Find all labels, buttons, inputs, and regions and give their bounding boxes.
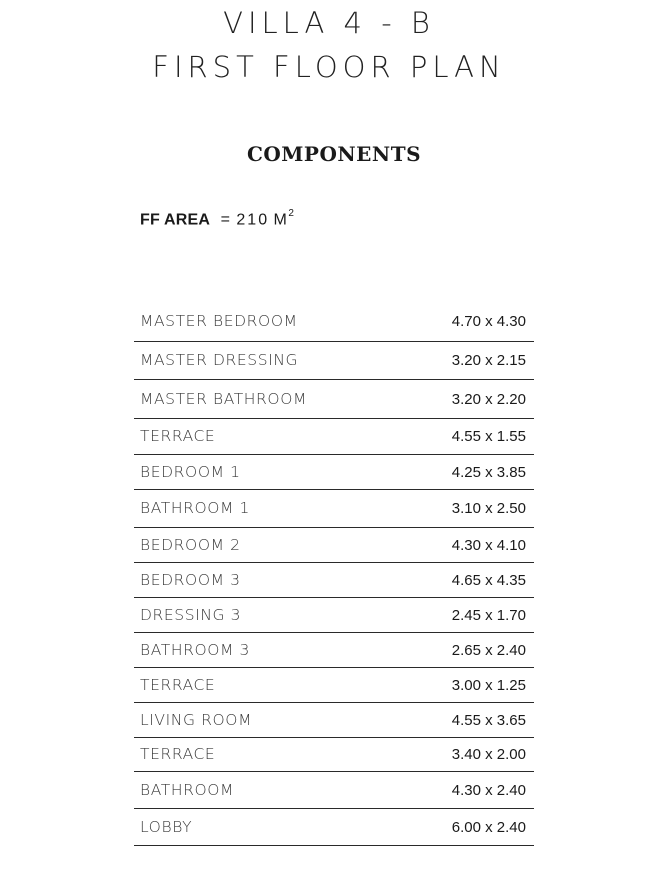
room-dimensions: 4.55 x 1.55: [451, 428, 526, 445]
table-row: [134, 738, 534, 772]
table-row: [134, 490, 534, 528]
table-row: [134, 809, 534, 846]
room-dimensions: 4.65 x 4.35: [451, 572, 526, 589]
room-dimensions: 3.00 x 1.25: [451, 677, 526, 694]
room-dimensions: 4.30 x 2.40: [451, 782, 526, 799]
area-unit-superscript: 2: [288, 208, 294, 219]
room-dimensions: 4.25 x 3.85: [451, 464, 526, 481]
room-dimensions: 2.65 x 2.40: [451, 642, 526, 659]
room-name: TERRACE: [140, 427, 216, 445]
room-dimensions: 3.20 x 2.15: [451, 352, 526, 369]
table-row: [134, 703, 534, 738]
room-name: LOBBY: [140, 818, 193, 836]
table-row: [134, 528, 534, 563]
room-dimensions: 4.30 x 4.10: [451, 537, 526, 554]
area-summary: [140, 210, 294, 229]
rooms-table: [134, 302, 534, 846]
room-dimensions: 3.40 x 2.00: [451, 746, 526, 763]
table-row: [134, 455, 534, 490]
room-name: MASTER DRESSING: [140, 351, 299, 369]
room-name: LIVING ROOM: [140, 711, 253, 729]
table-row: [134, 772, 534, 809]
room-dimensions: 3.10 x 2.50: [451, 500, 526, 517]
table-row: [134, 668, 534, 703]
area-label: FF AREA: [140, 211, 211, 229]
room-dimensions: 2.45 x 1.70: [451, 607, 526, 624]
room-dimensions: 6.00 x 2.40: [451, 819, 526, 836]
title-villa: VILLA 4 - B: [223, 6, 435, 40]
room-dimensions: 3.20 x 2.20: [451, 391, 526, 408]
table-row: [134, 598, 534, 633]
room-name: BATHROOM: [140, 781, 235, 799]
room-name: TERRACE: [140, 745, 216, 763]
table-row: [134, 342, 534, 380]
room-name: BEDROOM 2: [140, 536, 241, 554]
table-row: [134, 302, 534, 342]
room-name: TERRACE: [140, 676, 216, 694]
room-name: BATHROOM 1: [140, 499, 251, 517]
area-value: 210: [236, 211, 270, 229]
room-name: MASTER BEDROOM: [140, 312, 298, 330]
room-name: BATHROOM 3: [140, 641, 251, 659]
area-unit: M: [273, 211, 289, 229]
area-equals: =: [220, 211, 232, 229]
room-name: MASTER BATHROOM: [140, 390, 307, 408]
components-heading: COMPONENTS: [246, 142, 422, 166]
room-name: DRESSING 3: [140, 606, 242, 624]
room-dimensions: 4.55 x 3.65: [451, 712, 526, 729]
title-floor-plan: FIRST FLOOR PLAN: [152, 50, 506, 84]
room-dimensions: 4.70 x 4.30: [451, 313, 526, 330]
table-row: [134, 419, 534, 455]
table-row: [134, 563, 534, 598]
room-name: BEDROOM 3: [140, 571, 241, 589]
table-row: [134, 633, 534, 668]
table-row: [134, 380, 534, 419]
room-name: BEDROOM 1: [140, 463, 241, 481]
